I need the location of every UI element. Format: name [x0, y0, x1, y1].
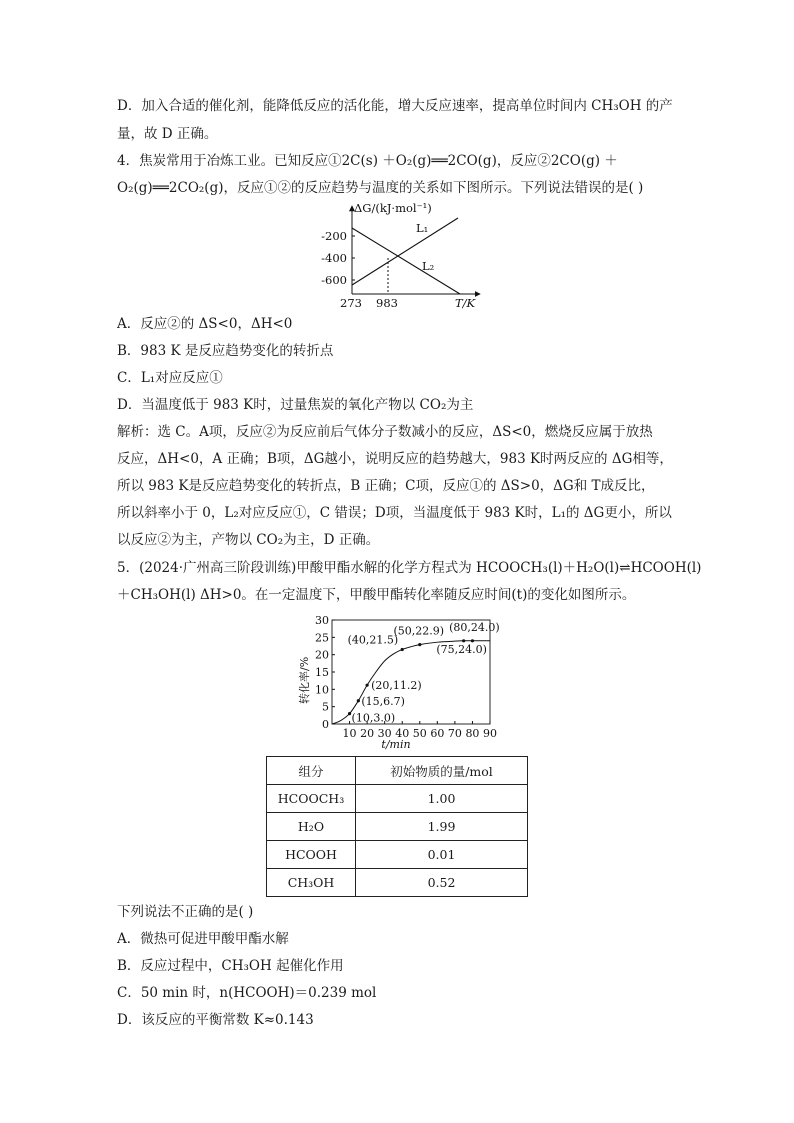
table-row — [267, 869, 528, 897]
solution-line: 以反应②为主，产物以 CO₂为主，D 正确。 — [117, 532, 380, 548]
table-row — [267, 841, 528, 869]
data-label: (40,21.5) — [347, 633, 399, 647]
table-cell: 0.52 — [356, 869, 528, 897]
x-tick-label: 30 — [377, 727, 392, 740]
option-c: C．50 min 时，n(HCOOH)＝0.239 mol — [117, 985, 377, 1001]
y-axis-label: 转化率/% — [298, 656, 311, 704]
table-cell: H₂O — [267, 813, 356, 841]
data-point — [366, 684, 369, 687]
data-point — [471, 639, 474, 642]
option-b: B．反应过程中，CH₃OH 起催化作用 — [117, 958, 344, 974]
data-label: (20,11.2) — [371, 679, 422, 693]
y-axis-label: ΔG/(kJ·mol⁻¹) — [354, 201, 432, 215]
line-l2 — [352, 228, 460, 294]
y-tick-label: 25 — [315, 631, 329, 645]
chart-delta-g — [308, 198, 488, 310]
x-tick-label: 90 — [483, 727, 497, 740]
y-tick-label: 30 — [315, 614, 329, 627]
x-axis-label: t/min — [381, 738, 411, 751]
data-label: (75,24.0) — [436, 642, 487, 656]
option-a: A．微热可促进甲酸甲酯水解 — [117, 931, 289, 947]
question-4-stem: 4．焦炭常用于冶炼工业。已知反应①2C(s) ＋O₂(g)══2CO(g)，反应②2CO(g) ＋ — [117, 153, 618, 169]
question-5-stem: ＋CH₃OH(l) ΔH>0。在一定温度下，甲酸甲酯转化率随反应时间(t)的变化如图所示。 — [117, 587, 636, 603]
solution-line: 所以 983 K是反应趋势变化的转折点，B 正确；C项，反应①的 ΔS>0，ΔG和 T成反比， — [117, 478, 655, 494]
option-b: B．983 K 是反应趋势变化的转折点 — [117, 343, 334, 359]
data-point — [401, 648, 404, 651]
chart-conversion — [296, 612, 502, 754]
option-c: C．L₁对应反应① — [117, 370, 223, 386]
x-tick-label: 20 — [360, 727, 375, 740]
data-label: (50,22.9) — [393, 624, 445, 638]
question-5-prompt: 下列说法不正确的是( ) — [117, 904, 254, 920]
option-d: D．当温度低于 983 K时，过量焦炭的氧化产物以 CO₂为主 — [117, 397, 474, 413]
x-axis-label: T/K — [455, 296, 476, 310]
table-cell: HCOOH — [267, 841, 356, 869]
table-header-row — [267, 757, 528, 785]
data-label: (10,3.0) — [351, 711, 396, 725]
y-tick-label: 15 — [315, 666, 329, 679]
question-5-stem: 5．(2024·广州高三阶段训练)甲酸甲酯水解的化学方程式为 HCOOCH₃(l)＋H₂O(l)⇌HCOOH(l) — [117, 560, 702, 576]
text-line: D．加入合适的催化剂，能降低反应的活化能，增大反应速率，提高单位时间内 CH₃OH 的产 — [117, 98, 673, 114]
table-cell: HCOOCH₃ — [267, 785, 356, 813]
x-tick-label: 70 — [447, 727, 462, 740]
question-4-stem: O₂(g)══2CO₂(g)，反应①②的反应趋势与温度的关系如下图所示。下列说法错误的是( ) — [117, 180, 644, 196]
table-row — [267, 785, 528, 813]
y-tick-label: 20 — [315, 648, 329, 662]
x-tick-label: 50 — [412, 727, 427, 740]
table-cell: 0.01 — [356, 841, 528, 869]
initial-amount-table — [266, 756, 528, 897]
x-tick-label: 60 — [430, 727, 445, 740]
table-row — [267, 813, 528, 841]
option-d: D．该反应的平衡常数 K≈0.143 — [117, 1012, 314, 1028]
table-cell: 1.00 — [356, 785, 528, 813]
line-l2-label: L₂ — [422, 259, 435, 273]
x-tick-label: 80 — [465, 727, 480, 740]
data-label: (15,6.7) — [361, 694, 405, 708]
table-header: 组分 — [267, 757, 356, 785]
data-point — [357, 699, 360, 702]
x-tick-label: 10 — [342, 727, 357, 740]
solution-line: 解析：选 C。A项，反应②为反应前后气体分子数减小的反应，ΔS<0，燃烧反应属于放热 — [117, 424, 653, 440]
line-l1-label: L₁ — [416, 221, 429, 235]
data-label: (80,24.0) — [449, 620, 500, 634]
text-line: 量，故 D 正确。 — [117, 126, 218, 142]
table-header: 初始物质的量/mol — [356, 757, 528, 785]
y-tick-label: -200 — [321, 229, 347, 243]
y-tick-label: 5 — [322, 700, 329, 714]
y-tick-label: -400 — [321, 251, 347, 265]
y-tick-label: 0 — [322, 718, 329, 731]
data-point — [418, 643, 421, 646]
table-cell: 1.99 — [356, 813, 528, 841]
x-tick-label: 983 — [376, 296, 398, 310]
table-cell: CH₃OH — [267, 869, 356, 897]
x-tick-label: 273 — [340, 296, 362, 310]
x-tick-label: 40 — [395, 727, 410, 740]
option-a: A．反应②的 ΔS<0，ΔH<0 — [117, 316, 293, 332]
y-tick-label: 10 — [315, 683, 329, 697]
solution-line: 所以斜率小于 0，L₂对应反应①，C 错误；D项，当温度低于 983 K时，L₁的 ΔG更小，所以 — [117, 505, 672, 521]
y-tick-label: -600 — [321, 273, 347, 287]
line-l1 — [352, 218, 458, 285]
solution-line: 反应，ΔH<0，A 正确；B项，ΔG越小，说明反应的趋势越大，983 K时两反应的 ΔG相等， — [117, 451, 673, 467]
